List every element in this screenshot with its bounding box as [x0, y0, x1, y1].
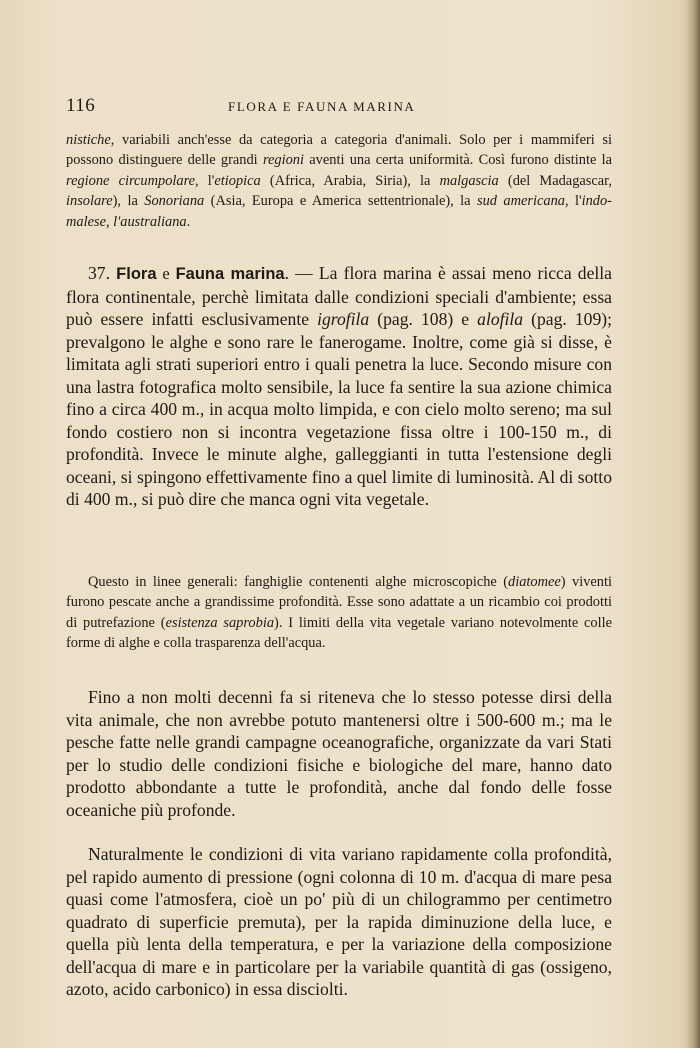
paragraph-2: Fino a non molti decenni fa si riteneva che lo stesso potesse dirsi della vita animale, che non avrebbe potuto mantenersi oltre i 500-600 m.; ma le pesche fatte nelle grandi campagne oceanografiche, organizzate da vari Stati per lo studio delle condizioni fisiche e biologiche del mare, hanno dato prodotto abbondante a tutte le profondità, anche dal fondo delle fosse oceaniche più profonde.	[66, 687, 612, 820]
running-title: FLORA E FAUNA MARINA	[228, 99, 416, 114]
section-37: 37. Flora e Fauna marina. — La flora marina è assai meno ricca della flora continentale, perchè limitata dalle condizioni speciali d'ambiente; essa può essere infatti esclusivamente igrofila (pag. 108) e alofila (pag. 109); prevalgono le alghe e sono rare le fanerogame. Inoltre, come già si disse, è limitata agli strati superiori entro i quali penetra la luce. Secondo misure con una lastra fotografica molto sensibile, la luce fa sentire la sua azione chimica fino a circa 400 m., in acqua molto limpida, e con cielo molto sereno; ma sul fondo costiero non si incontra vegetazione fissa oltre i 100-150 m., di profondità. Invece le minute alghe, galleggianti in tutta l'estensione degli oceani, si spingono effettivamente fino a quel limite di luminosità. Al di sotto di 400 m., si può dire che manca ogni vita vegetale.	[66, 263, 612, 509]
note-paragraph: Questo in linee generali: fanghiglie contenenti alghe microscopiche (diatomee) viventi furono pescate anche a grandissime profondità. Esse sono adattate a un ricambio coi prodotti di putrefazione (esistenza saprobia). I limiti della vita vegetale variano notevolmente colle forme di alghe e colla trasparenza dell'acqua.	[66, 574, 613, 652]
paragraph-3: Naturalmente le condizioni di vita variano rapidamente colla profondità, pel rapido aumento di pressione (ogni colonna di 10 m. d'acqua di mare pesa quasi come l'atmosfera, cioè un po' più di un chilogrammo per centimetro quadrato di superficie premuta), per la rapida diminuzione della luce, e quella più lenta della temperatura, e per la variazione della composizione dell'acqua di mare e in particolare per la variabile quantità di gas (ossigeno, azoto, acido carbonico) in essa disciolti.	[66, 844, 612, 999]
top-paragraph: nistiche, variabili anch'esse da categoria a categoria d'animali. Solo per i mammiferi si possono distinguere delle grandi regioni aventi una certa uniformità. Così furono distinte la regione circumpolare, l'etiopica (Africa, Arabia, Siria), la malgascia (del Madagascar, insolare), la Sonoriana (Asia, Europa e America settentrionale), la sud americana, l'indo-malese, l'australiana.	[66, 132, 612, 230]
page-header	[66, 95, 614, 119]
section-title: Flora e Fauna marina	[116, 264, 285, 283]
page-edge-shadow	[686, 0, 700, 1048]
section-number: 37.	[88, 263, 110, 283]
page-number: 116	[66, 95, 96, 116]
